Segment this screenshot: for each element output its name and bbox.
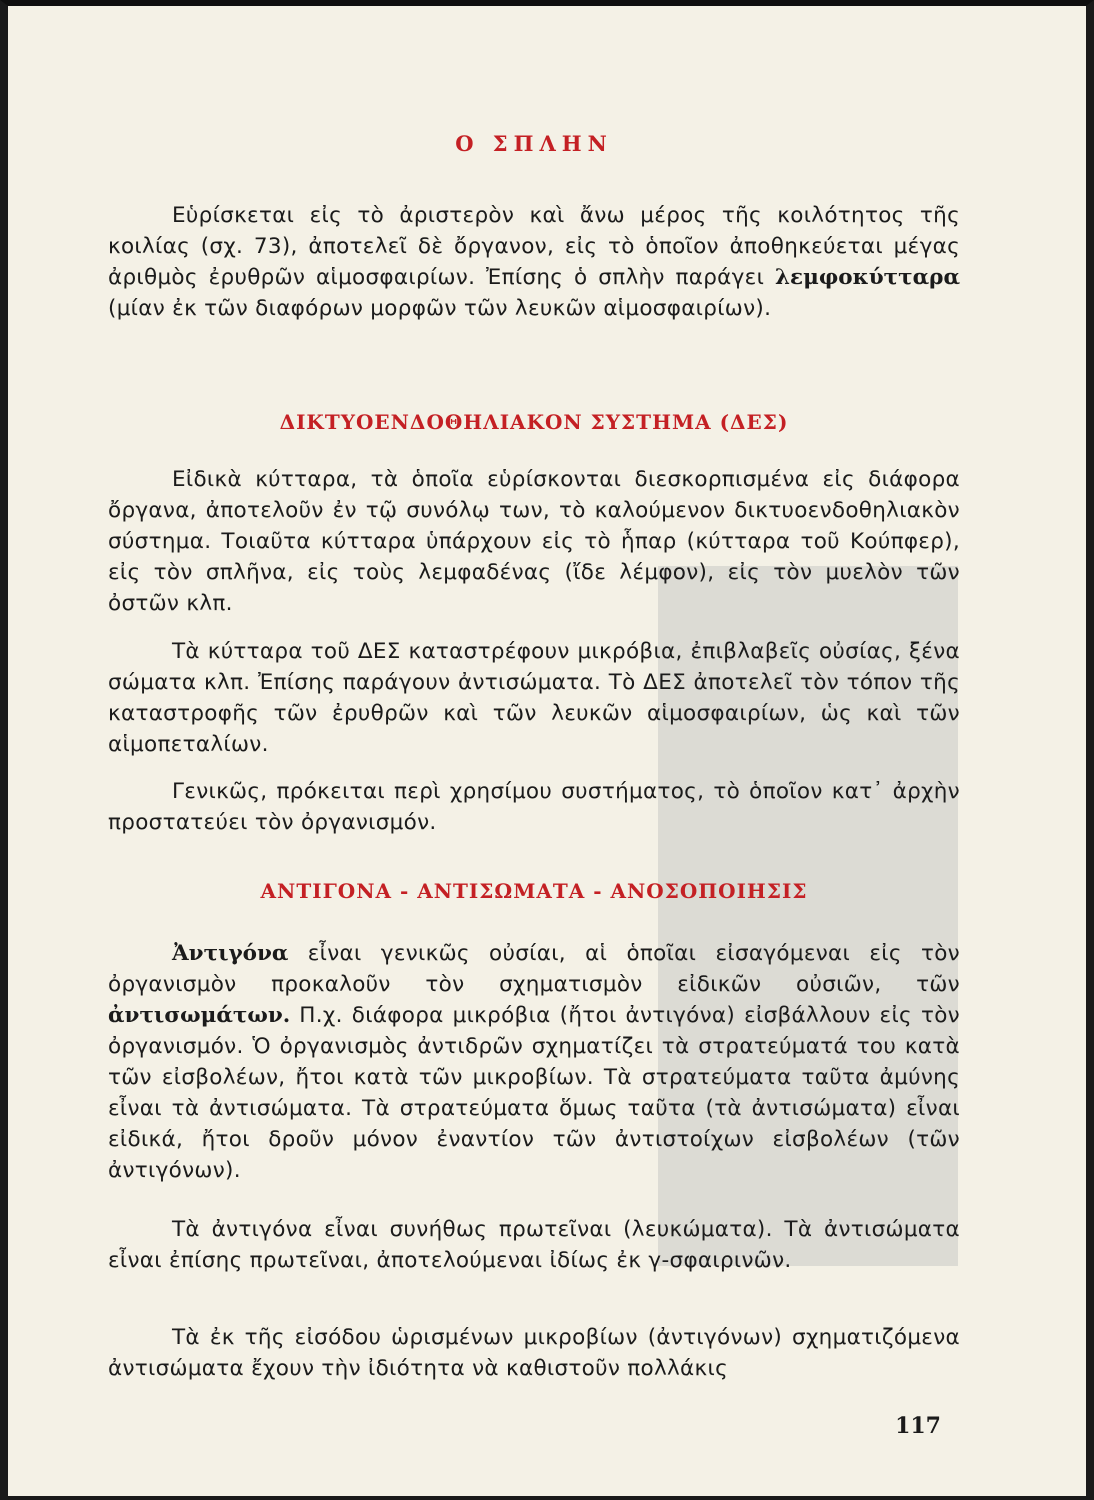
heading-spleen: Ο ΣΠΛΗΝ <box>455 131 613 156</box>
paragraph-res-1: Εἰδικὰ κύτταρα, τὰ ὁποῖα εὑρίσκονται διεσκορπισμένα εἰς διάφορα ὄργανα, ἀποτελοῦν ἐν τῷ συνόλῳ των, τὸ καλούμενον δικτυοενδοθηλιακὸν σύστημα. Τοιαῦτα κύτταρα ὑπάρχουν εἰς τὸ ἧπαρ (κύτταρα τοῦ Κούπφερ), εἰς τὸν σπλῆνα, εἰς τοὺς λεμφαδένας (ἴδε λέμφον), εἰς τὸν μυελὸν τῶν ὀστῶν κλπ. <box>108 467 960 616</box>
paragraph-antigens-2: Τὰ ἀντιγόνα εἶναι συνήθως πρωτεῖναι (λευκώματα). Τὰ ἀντισώματα εἶναι ἐπίσης πρωτεῖναι, ἀποτελούμεναι ἰδίως ἐκ γ-σφαιρινῶν. <box>108 1217 960 1273</box>
heading-antigens: ΑΝΤΙΓΟΝΑ - ΑΝΤΙΣΩΜΑΤΑ - ΑΝΟΣΟΠΟΙΗΣΙΣ <box>260 879 808 903</box>
bold-term-lymphocytes: λεμφοκύτταρα <box>774 265 960 290</box>
text-run: Εὑρίσκεται εἰς τὸ ἀριστερὸν καὶ ἄνω μέρος τῆς κοιλότητος τῆς κοιλίας (σχ. 73), ἀποτελεῖ δὲ ὄργανον, εἰς τὸ ὁποῖον ἀποθηκεύεται μέγας ἀριθμὸς ἐρυθρῶν αἱμοσφαιρίων. Ἐπίσης ὁ σπλὴν παράγει <box>108 203 960 290</box>
paragraph-res-2: Τὰ κύτταρα τοῦ ΔΕΣ καταστρέφουν μικρόβια, ἐπιβλαβεῖς οὐσίας, ξένα σώματα κλπ. Ἐπίσης παράγουν ἀντισώματα. Τὸ ΔΕΣ ἀποτελεῖ τὸν τόπον τῆς καταστροφῆς τῶν ἐρυθρῶν καὶ τῶν λευκῶν αἱμοσφαιρίων, ὡς καὶ τῶν αἱμοπεταλίων. <box>108 639 960 757</box>
heading-res: ΔΙΚΤΥΟΕΝΔΟΘΗΛΙΑΚΟΝ ΣΥΣΤΗΜΑ (ΔΕΣ) <box>279 410 789 434</box>
paragraph-spleen <box>108 200 960 324</box>
paragraph-antigens-1 <box>108 938 960 1186</box>
paragraph-antigens-3: Τὰ ἐκ τῆς εἰσόδου ὡρισμένων μικροβίων (ἀντιγόνων) σχηματιζόμενα ἀντισώματα ἔχουν τὴν ἰδιότητα νὰ καθιστοῦν πολλάκις <box>108 1325 960 1381</box>
bold-term-antibodies: ἀντισωμάτων. <box>108 1003 291 1028</box>
text-run: Π.χ. διάφορα μικρόβια (ἤτοι ἀντιγόνα) εἰσβάλλουν εἰς τὸν ὀργανισμόν. Ὁ ὀργανισμὸς ἀντιδρῶν σχηματίζει τὰ στρατεύματά του κατὰ τῶν εἰσβολέων, ἤτοι κατὰ τῶν μικροβίων. Τὰ στρατεύματα ταῦτα ἀμύνης εἶναι τὰ ἀντισώματα. Τὰ στρατεύματα ὅμως ταῦτα (τὰ ἀντισώματα) εἶναι εἰδικά, ἤτοι δροῦν μόνον ἐναντίον τῶν ἀντιστοίχων εἰσβολέων (τῶν ἀντιγόνων). <box>108 1003 960 1183</box>
bold-term-antigens: Ἀντιγόνα <box>172 941 289 966</box>
paragraph-res-3: Γενικῶς, πρόκειται περὶ χρησίμου συστήματος, τὸ ὁποῖον κατ᾽ ἀρχὴν προστατεύει τὸν ὀργανισμόν. <box>108 779 960 835</box>
text-run: εἶναι γενικῶς οὐσίαι, αἱ ὁποῖαι εἰσαγόμεναι εἰς τὸν ὀργανισμὸν προκαλοῦν τὸν σχηματισμὸν εἰδικῶν οὐσιῶν, τῶν <box>108 941 960 997</box>
text-run: (μίαν ἐκ τῶν διαφόρων μορφῶν τῶν λευκῶν αἱμοσφαιρίων). <box>108 296 772 321</box>
page-number: 117 <box>895 1413 941 1439</box>
